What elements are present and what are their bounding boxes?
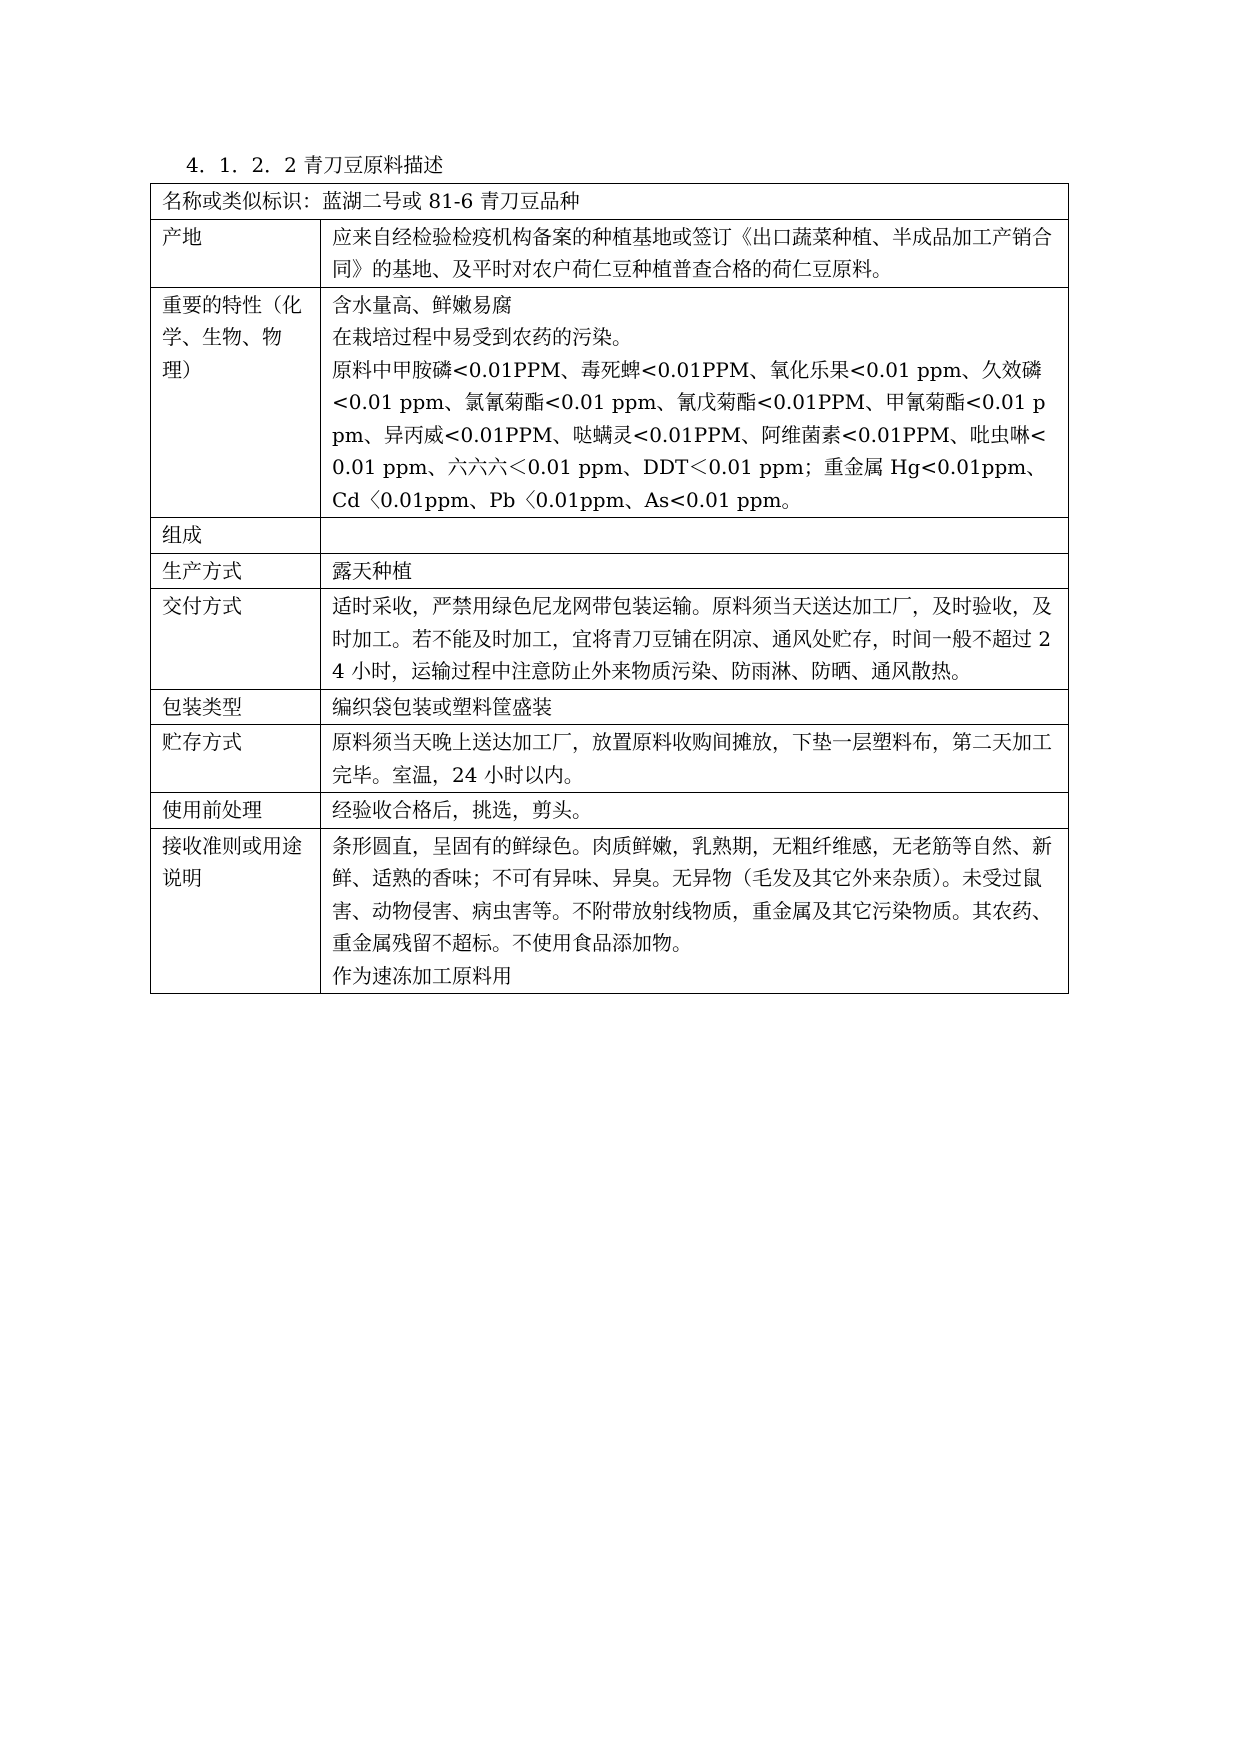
row-label-characteristics: 重要的特性（化学、生物、物理） [151, 287, 321, 518]
row-label-production: 生产方式 [151, 553, 321, 589]
row-value-composition [321, 518, 1069, 554]
row-label-packaging: 包装类型 [151, 689, 321, 725]
production-text: 露天种植 [332, 558, 412, 583]
packaging-text: 编织袋包装或塑料筐盛装 [332, 694, 552, 719]
pretreatment-text: 经验收合格后，挑选，剪头。 [332, 798, 592, 822]
storage-text: 原料须当天晚上送达加工厂，放置原料收购间摊放，下垫一层塑料布，第二天加工完毕。室温，24 小时以内。 [332, 730, 1052, 787]
name-cell: 名称或类似标识：蓝湖二号或 81-6 青刀豆品种 [151, 184, 1069, 220]
row-value-pretreatment [321, 793, 1069, 829]
origin-text: 应来自经检验检疫机构备案的种植基地或签订《出口蔬菜种植、半成品加工产销合同》的基地、及平时对农户荷仁豆种植普查合格的荷仁豆原料。 [332, 224, 1052, 281]
table-row-composition [151, 518, 1069, 554]
delivery-text: 适时采收，严禁用绿色尼龙网带包装运输。原料须当天送达加工厂，及时验收，及时加工。若不能及时加工，宜将青刀豆铺在阴凉、通风处贮存，时间一般不超过 24 小时，运输过程中注意防止外来物质污染、防雨淋、防晒、通风散热。 [332, 594, 1052, 683]
table-row-storage [151, 725, 1069, 793]
characteristic-line: 含水量高、鲜嫩易腐 [332, 292, 512, 317]
row-value-production [321, 553, 1069, 589]
row-label-acceptance: 接收准则或用途说明 [151, 828, 321, 994]
table-row-packaging [151, 689, 1069, 725]
section-heading: 4．1．2．2 青刀豆原料描述 [186, 153, 444, 177]
row-value-characteristics [321, 287, 1069, 518]
row-value-delivery [321, 589, 1069, 690]
characteristic-line: 在栽培过程中易受到农药的污染。 [332, 325, 632, 349]
table-row-acceptance [151, 828, 1069, 994]
row-value-storage [321, 725, 1069, 793]
row-label-storage: 贮存方式 [151, 725, 321, 793]
row-label-origin: 产地 [151, 219, 321, 287]
table-row-delivery [151, 589, 1069, 690]
intended-use-text: 作为速冻加工原料用 [332, 963, 512, 988]
row-label-composition: 组成 [151, 518, 321, 554]
table-row-production [151, 553, 1069, 589]
row-value-origin [321, 219, 1069, 287]
row-label-pretreatment: 使用前处理 [151, 793, 321, 829]
row-label-delivery: 交付方式 [151, 589, 321, 690]
table-row-origin [151, 219, 1069, 287]
table-row-name [151, 184, 1069, 220]
acceptance-criteria-text: 条形圆直，呈固有的鲜绿色。肉质鲜嫩，乳熟期，无粗纤维感，无老筋等自然、新鲜、适熟的香味；不可有异味、异臭。无异物（毛发及其它外来杂质）。未受过鼠害、动物侵害、病虫害等。不附带放射线物质，重金属及其它污染物质。其农药、重金属残留不超标。不使用食品添加物。 [332, 833, 1052, 955]
residue-limits-text: 原料中甲胺磷<0.01PPM、毒死蜱<0.01PPM、氧化乐果<0.01 ppm、久效磷<0.01 ppm、氯氰菊酯<0.01 ppm、氰戊菊酯<0.01PPM、甲氰菊酯<0.01 ppm、异丙威<0.01PPM、哒螨灵<0.01PPM、阿维菌素<0.01PPM、吡虫啉<0.01 ppm、六六六＜0.01 ppm、DDT＜0.01 ppm；重金属 Hg<0.01ppm、Cd〈0.01ppm、Pb〈0.01ppm、As<0.01 ppm。 [332, 357, 1047, 512]
row-value-packaging [321, 689, 1069, 725]
table-row-characteristics [151, 287, 1069, 518]
row-value-acceptance [321, 828, 1069, 994]
raw-material-table [150, 183, 1069, 994]
table-row-pretreatment [151, 793, 1069, 829]
composition-text [332, 519, 1058, 552]
